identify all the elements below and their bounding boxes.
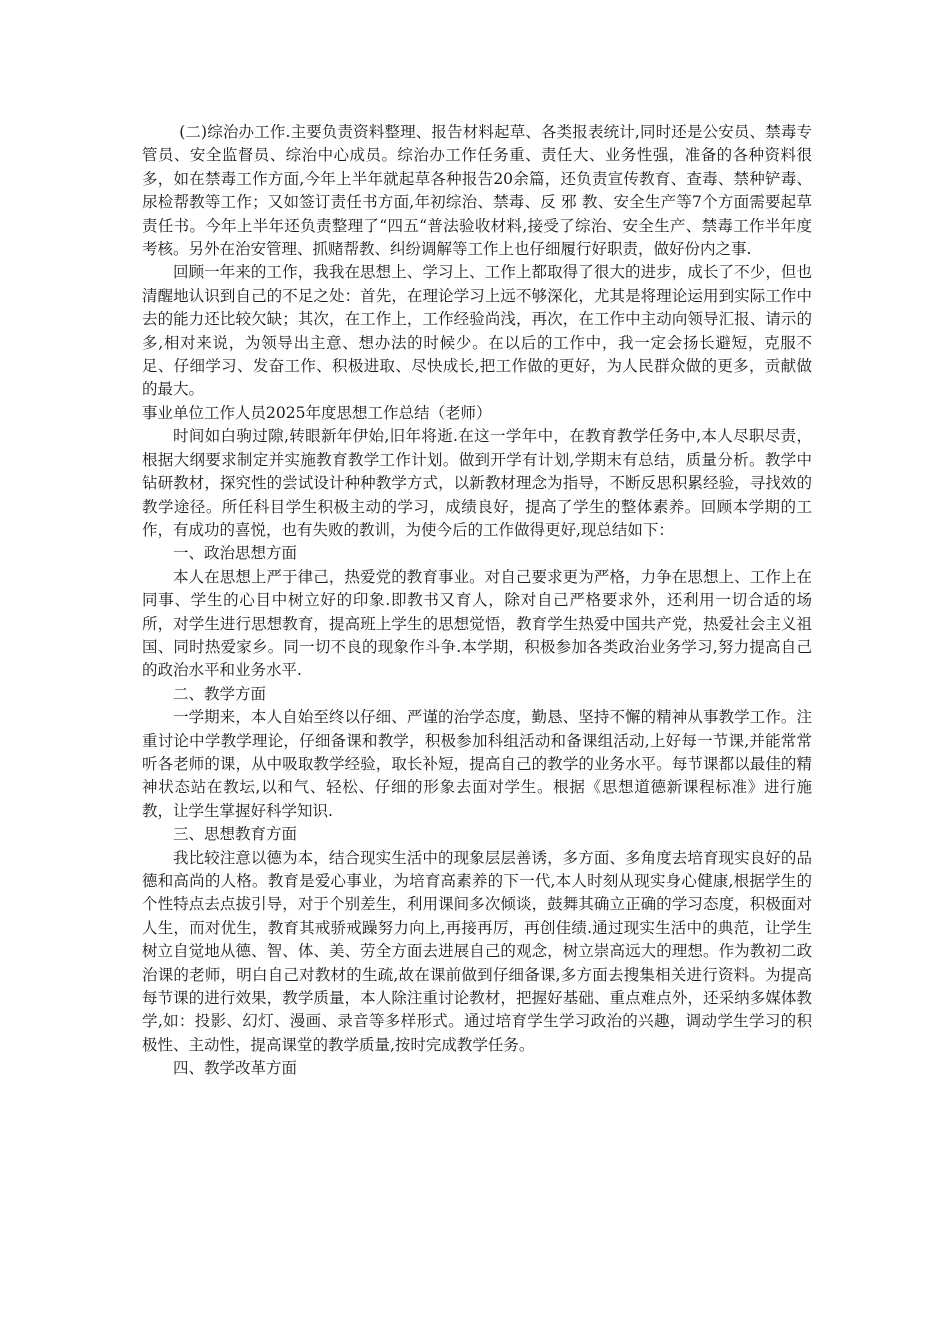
paragraph-review: 回顾一年来的工作，我我在思想上、学习上、工作上都取得了很大的进步，成长了不少，但也清醒地认识到自己的不足之处：首先，在理论学习上远不够深化，尤其是将理论运用到实际工作中去的能力还比较欠缺；其次，在工作上，工作经验尚浅，再次，在工作中主动向领导汇报、请示的多,相对来说，为领导出主意、想办法的时候少。在以后的工作中，我一定会扬长避短，克服不足、仔细学习、发奋工作、积极进取、尽快成长,把工作做的更好，为人民群众做的更多，贡献做的最大。 xyxy=(142,263,812,399)
paragraph-teaching: 一学期来，本人自始至终以仔细、严谨的治学态度，勤恳、坚持不懈的精神从事教学工作。注重讨论中学教学理论，仔细备课和教学，积极参加科组活动和备课组活动,上好每一节课,并能常常听各老师的课，从中吸取教学经验，取长补短，提高自己的教学的业务水平。每节课都以最佳的精神状态站在教坛,以和气、轻松、仔细的形象去面对学生。根据《思想道德新课程标准》进行施教，让学生掌握好科学知识. xyxy=(142,708,812,820)
section-heading-moral-education: 三、思想教育方面 xyxy=(173,825,298,844)
paragraph-politics: 本人在思想上严于律己，热爱党的教育事业。对自己要求更为严格，力争在思想上、工作上在同事、学生的心目中树立好的印象.即教书又育人，除对自己严格要求外，还利用一切合适的场所，对学生进行思想教育，提高班上学生的思想觉悟，教育学生热爱中国共产党，热爱社会主义祖国、同时热爱家乡。同一切不良的现象作斗争.本学期，积极参加各类政治业务学习,努力提高自己的政治水平和业务水平. xyxy=(142,567,812,680)
paragraph-moral-education: 我比较注意以德为本，结合现实生活中的现象层层善诱，多方面、多角度去培育现实良好的品德和高尚的人格。教育是爱心事业，为培育高素养的下一代,本人时刻从现实身心健康,根据学生的个性特点去点拔引导，对于个别差生，利用课间多次倾谈，鼓舞其确立正确的学习态度，积极面对人生，而对优生，教育其戒骄戒躁努力向上,再接再厉，再创佳绩.通过现实生活中的典范，让学生树立自觉地从德、智、体、美、劳全方面去进展自己的观念，树立崇高远大的理想。作为教初二政治课的老师，明白自己对教材的生疏,故在课前做到仔细备课,多方面去搜集相关进行资料。为提高每节课的进行效果，教学质量，本人除注重讨论教材，把握好基础、重点难点外，还采纳多媒体教学,如：投影、幻灯、漫画、录音等多样形式。通过培育学生学习政治的兴趣，调动学生学习的积极性、主动性，提高课堂的教学质量,按时完成教学任务。 xyxy=(142,848,812,1054)
document-title: 事业单位工作人员2025年度思想工作总结（老师） xyxy=(142,403,492,422)
section-heading-teaching: 二、教学方面 xyxy=(173,684,267,703)
paragraph-comprehensive-office: (二)综治办工作.主要负责资料整理、报告材料起草、各类报表统计,同时还是公安员、禁毒专管员、安全监督员、综治中心成员。综治办工作任务重、责任大、业务性强，准备的各种资料很多，如在禁毒工作方面,今年上半年就起草各种报告20余篇，还负责宣传教育、查毒、禁种铲毒、尿检帮教等工作；又如签订责任书方面,年初综治、禁毒、反 邪 教、安全生产等7个方面需要起草责任书。今年上半年还负责整理了“四五“普法验收材料,接受了综治、安全生产、禁毒工作半年度考核。另外在治安管理、抓赌帮教、纠纷调解等工作上也仔细履行好职责，做好份内之事. xyxy=(142,123,812,259)
section-heading-teaching-reform: 四、教学改革方面 xyxy=(173,1059,298,1078)
document-body xyxy=(142,121,812,1081)
section-heading-politics: 一、政治思想方面 xyxy=(173,544,298,563)
paragraph-intro: 时间如白驹过隙,转眼新年伊始,旧年将逝.在这一学年中，在教育教学任务中,本人尽职尽责，根据大纲要求制定并实施教育教学工作计划。做到开学有计划,学期末有总结，质量分析。教学中钻研教材，探究性的尝试设计种种教学方式，以新教材理念为指导，不断反思积累经验，寻找效的教学途径。所任科目学生积极主动的学习，成绩良好，提高了学生的整体素养。回顾本学期的工作，有成功的喜悦，也有失败的教训，为使今后的工作做得更好,现总结如下： xyxy=(142,427,812,539)
